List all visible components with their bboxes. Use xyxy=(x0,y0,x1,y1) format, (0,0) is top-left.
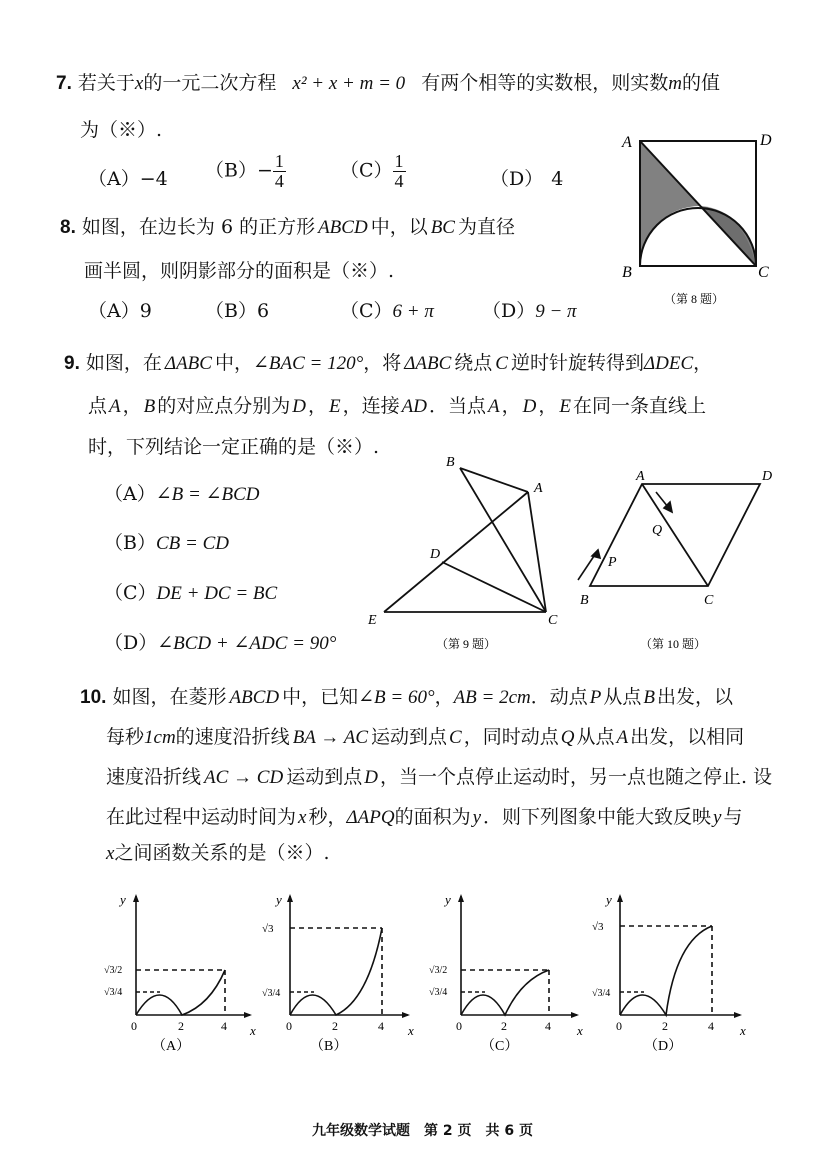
question-10-line-5: x之间函数关系的是（※）. xyxy=(106,842,330,864)
tick-y: √3/2 xyxy=(104,965,123,976)
tick-x: 0 xyxy=(286,1019,292,1033)
figure-caption: （第 8 题） xyxy=(664,292,725,306)
question-number: 9. xyxy=(64,353,80,374)
label-a: A xyxy=(622,134,632,151)
label-b: B xyxy=(622,264,632,281)
question-10-line-4: 在此过程中运动时间为 x 秒，ΔAPQ的面积为 y ．则下列图象中能大致反映 y 与 xyxy=(106,806,743,828)
question-9-line-1: 9. 如图，在 ΔABC 中，∠BAC = 120°，将 ΔABC 绕点 C 逆时针旋转得到ΔDEC， xyxy=(64,352,713,374)
question-7-line-1: 7. 若关于x的一元二次方程 x² + x + m = 0 有两个相等的实数根，则实数m的值 xyxy=(56,72,720,94)
label-b: B xyxy=(446,455,455,470)
option-c: （C）6 + π xyxy=(340,300,434,322)
question-number: 7. xyxy=(56,73,72,94)
question-10-line-2: 每秒1cm的速度沿折线 BA → AC 运动到点 C ，同时动点 Q 从点 A 出发，以相同 xyxy=(106,726,745,748)
tick-y: √3/4 xyxy=(429,987,448,998)
tick-x: 4 xyxy=(378,1019,384,1033)
option-c: （C） $\frac{1}{4}$ xyxy=(340,151,404,191)
tick-y: √3/4 xyxy=(104,987,123,998)
question-8-line-2: 画半圆，则阴影部分的面积是（※）. xyxy=(84,260,395,282)
label-q: Q xyxy=(652,523,663,538)
tick-x: 2 xyxy=(332,1019,338,1033)
graph-label: （C） xyxy=(481,1039,519,1054)
label-a: A xyxy=(534,481,543,496)
tick-x: 0 xyxy=(131,1019,137,1033)
tick-y: √3/4 xyxy=(592,988,611,999)
axis-label-x: x xyxy=(577,1023,583,1038)
figure-8 xyxy=(612,125,782,315)
label-b: B xyxy=(580,593,589,608)
option-b: （B）CB = CD xyxy=(104,532,229,554)
question-number: 8. xyxy=(60,217,76,238)
figure-9 xyxy=(360,450,575,655)
shaded-region-left xyxy=(640,141,700,263)
tick-x: 0 xyxy=(616,1019,622,1033)
option-b: （B）− $\frac{1}{4}$ xyxy=(205,151,284,191)
tick-x: 2 xyxy=(501,1019,507,1033)
option-a: （A）∠B = ∠BCD xyxy=(104,483,260,505)
graph-a xyxy=(100,890,260,1055)
axis-label-x: x xyxy=(250,1023,256,1038)
figure-10 xyxy=(570,462,790,655)
figure-caption: （第 9 题） xyxy=(436,637,497,651)
label-c: C xyxy=(758,264,769,281)
option-a: （A）−4 xyxy=(88,168,168,190)
tick-y: √3 xyxy=(592,921,604,933)
option-b: （B）6 xyxy=(205,300,270,322)
label-a: A xyxy=(636,469,645,484)
axis-label-y: y xyxy=(276,892,282,907)
label-d: D xyxy=(760,132,772,149)
tick-x: 0 xyxy=(456,1019,462,1033)
tick-y: √3 xyxy=(262,923,274,935)
question-number: 10. xyxy=(80,687,107,708)
option-d: （D）∠BCD + ∠ADC = 90° xyxy=(104,632,337,654)
question-10-line-3: 速度沿折线 AC → CD 运动到点 D ，当一个点停止运动时，另一点也随之停止. 设 xyxy=(106,766,773,788)
fraction: $\frac{1}{4}$ xyxy=(394,151,404,191)
question-9-line-3: 时，下列结论一定正确的是（※）. xyxy=(88,436,380,458)
label-c: C xyxy=(548,613,558,628)
graph-d xyxy=(590,890,755,1055)
label-d: D xyxy=(430,547,441,562)
tick-x: 4 xyxy=(708,1019,714,1033)
axis-label-x: x xyxy=(408,1023,414,1038)
axis-label-y: y xyxy=(120,892,126,907)
graph-label: （B） xyxy=(310,1039,348,1054)
graph-label: （A） xyxy=(152,1039,191,1054)
graph-b xyxy=(260,890,425,1055)
axis-label-y: y xyxy=(606,892,612,907)
label-p: P xyxy=(608,555,617,570)
fraction: $\frac{1}{4}$ xyxy=(274,151,284,191)
question-10-line-1: 10. 如图，在菱形 ABCD 中，已知∠B = 60°，AB = 2cm．动点 P 从点 B 出发，以 xyxy=(80,686,734,708)
axis-label-x: x xyxy=(740,1023,746,1038)
option-c: （C）DE + DC = BC xyxy=(104,582,278,604)
figure-caption: （第 10 题） xyxy=(640,637,707,651)
label-e: E xyxy=(368,613,377,628)
tick-y: √3/2 xyxy=(429,965,448,976)
question-7-line-2: 为（※）. xyxy=(80,119,163,141)
tick-x: 4 xyxy=(545,1019,551,1033)
label-d: D xyxy=(762,469,773,484)
graph-label: （D） xyxy=(644,1039,683,1054)
question-8-line-1: 8. 如图，在边长为 6 的正方形 ABCD 中，以 BC 为直径 xyxy=(60,216,515,238)
tick-x: 2 xyxy=(662,1019,668,1033)
option-a: （A）9 xyxy=(88,300,152,322)
label-c: C xyxy=(704,593,714,608)
option-d: （D） 4 xyxy=(490,168,564,190)
page-footer: 九年级数学试题 第 2 页 共 6 页 xyxy=(312,1123,533,1139)
question-9-line-2: 点 A ， B 的对应点分别为 D ， E ，连接 AD ．当点 A ， D ， E 在同一条直线上 xyxy=(88,395,706,417)
axis-label-y: y xyxy=(445,892,451,907)
tick-x: 4 xyxy=(221,1019,227,1033)
equation: x² + x + m = 0 xyxy=(292,73,406,94)
answer-graphs xyxy=(100,890,760,1060)
graph-c xyxy=(425,890,590,1055)
tick-y: √3/4 xyxy=(262,988,281,999)
tick-x: 2 xyxy=(178,1019,184,1033)
option-d: （D）9 − π xyxy=(482,300,577,322)
